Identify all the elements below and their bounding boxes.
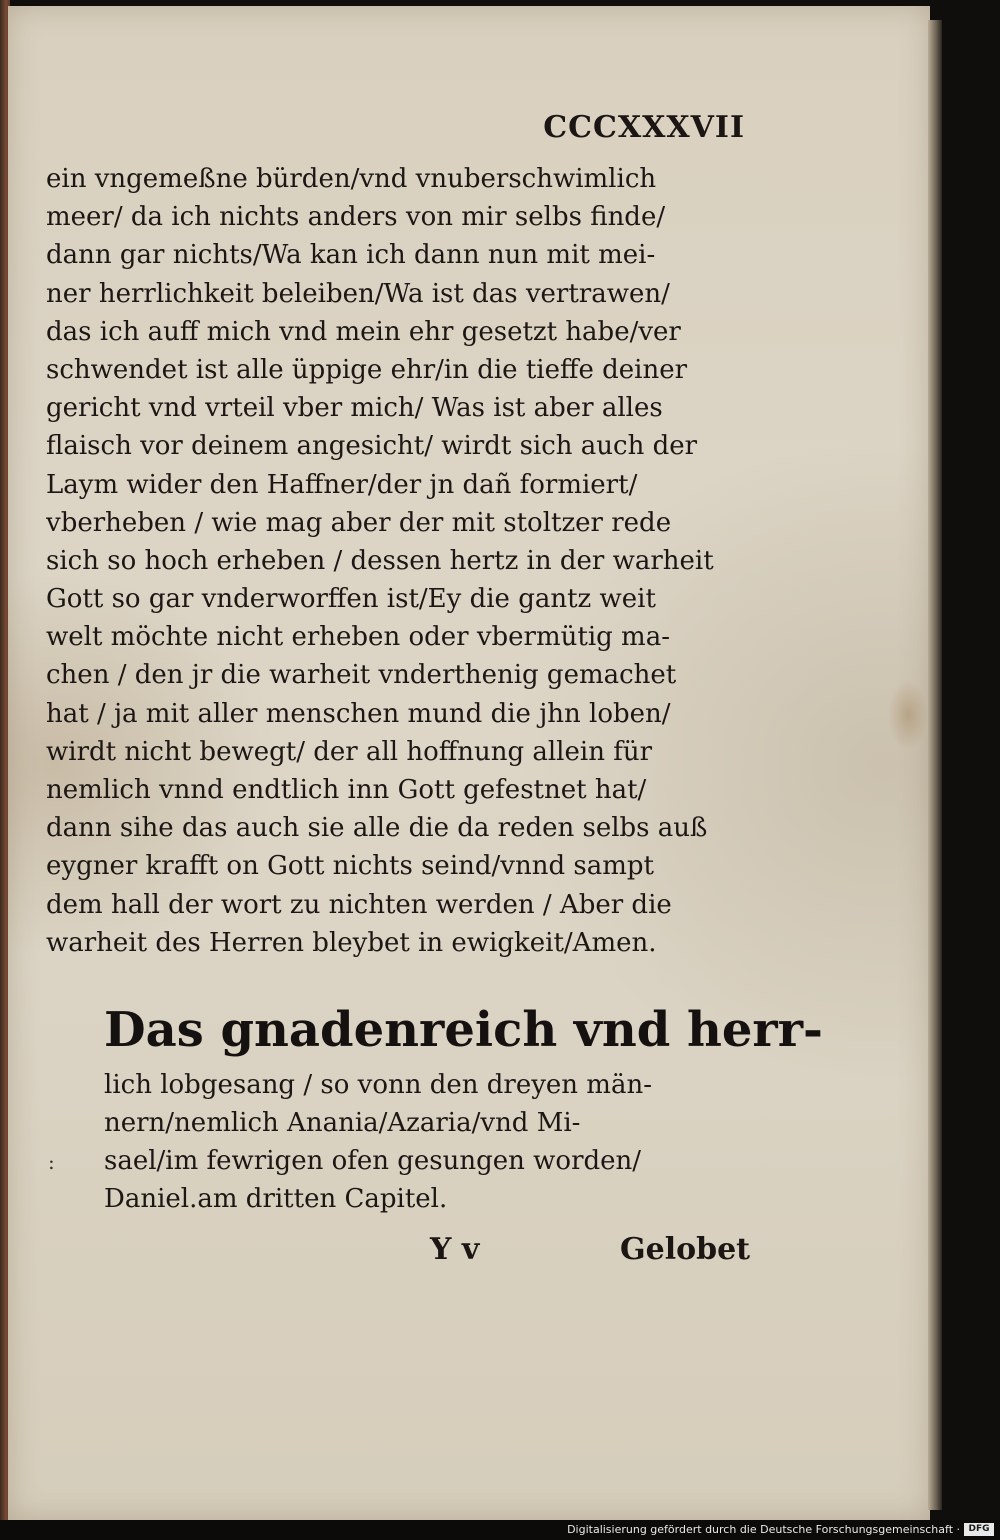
body-text	[46, 160, 746, 962]
text-line: flaisch vor deinem angesicht/ wirdt sich auch der	[46, 431, 698, 462]
text-line: sich so hoch erheben / dessen hertz in der warheit	[46, 545, 714, 576]
signature-mark: Y v	[430, 1232, 480, 1267]
text-line: eygner krafft on Gott nichts seind/vnnd sampt	[46, 851, 654, 882]
margin-mark: :	[48, 1150, 55, 1174]
text-line: wirdt nicht bewegt/ der all hoffnung allein für	[46, 736, 652, 767]
text-line: ner herrlichkeit beleiben/Wa ist das vertrawen/	[46, 278, 670, 309]
text-line: Laym wider den Haffner/der jn dañ formiert/	[46, 469, 638, 500]
funding-credit: Digitalisierung gefördert durch die Deutsche Forschungsgemeinschaft ·	[567, 1523, 960, 1536]
text-line: meer/ da ich nichts anders von mir selbs finde/	[46, 202, 666, 233]
catchword: Gelobet	[620, 1232, 751, 1267]
text-line: nemlich vnnd endtlich inn Gott gefestnet hat/	[46, 775, 647, 805]
text-line: ein vngemeßne bürden/vnd vnuberschwimlich	[46, 164, 657, 194]
paper-stain	[888, 680, 928, 750]
text-line: warheit des Herren bleybet in ewigkeit/Amen.	[46, 927, 657, 958]
heading-line: lich lobgesang / so vonn den dreyen män-	[104, 1070, 652, 1100]
section-heading-continuation	[104, 1066, 724, 1218]
heading-line: nern/nemlich Anania/Azaria/vnd Mi-	[104, 1108, 581, 1138]
heading-line: sael/im fewrigen ofen gesungen worden/	[104, 1146, 642, 1176]
text-line: hat / ja mit aller menschen mund die jhn loben/	[46, 698, 671, 729]
page-edge	[928, 20, 942, 1510]
text-line: welt möchte nicht erheben oder vbermütig ma-	[46, 622, 670, 653]
text-line: vberheben / wie mag aber der mit stoltzer rede	[46, 507, 672, 538]
text-line: dann gar nichts/Wa kan ich dann nun mit mei-	[46, 240, 656, 271]
text-line: dann sihe das auch sie alle die da reden selbs auß	[46, 813, 708, 844]
heading-line: Daniel.am dritten Capitel.	[104, 1184, 448, 1214]
text-line: chen / den jr die warheit vnderthenig gemachet	[46, 660, 677, 691]
folio-number: CCCXXXVII	[543, 110, 745, 145]
text-line: dem hall der wort zu nichten werden / Aber die	[46, 889, 672, 920]
section-heading: Das gnadenreich vnd herr-	[104, 1002, 823, 1058]
text-line: das ich auff mich vnd mein ehr gesetzt habe/ver	[46, 316, 681, 347]
text-line: gericht vnd vrteil vber mich/ Was ist aber alles	[46, 393, 663, 424]
text-line: schwendet ist alle üppige ehr/in die tieffe deiner	[46, 354, 688, 385]
text-line: Gott so gar vnderworffen ist/Ey die gantz weit	[46, 584, 656, 615]
dfg-logo-icon: DFG	[964, 1523, 994, 1536]
